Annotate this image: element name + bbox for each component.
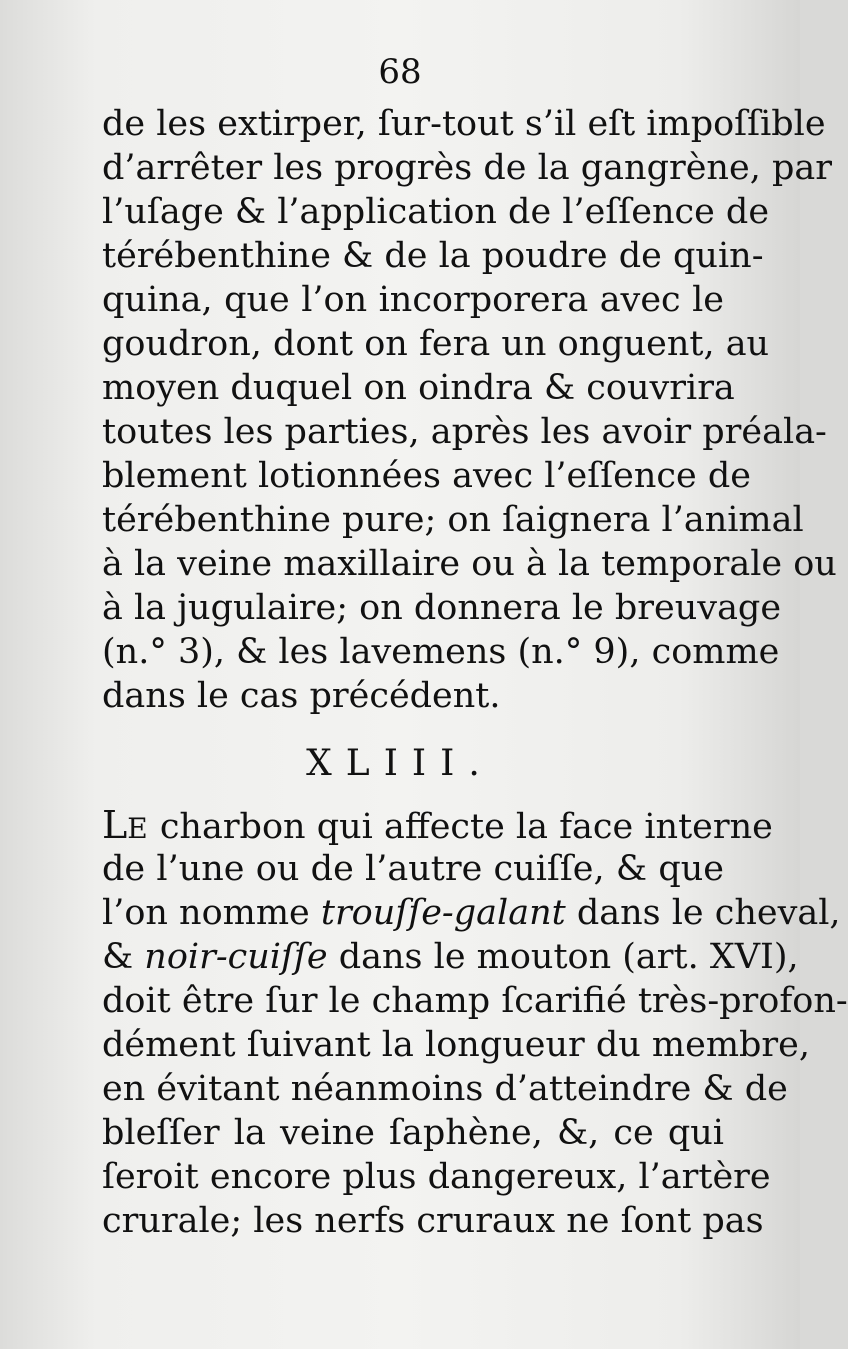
text-line: à la jugulaire; on donnera le breuvage: [102, 588, 782, 628]
text-line: dément ſuivant la longueur du membre,: [102, 1025, 810, 1065]
text-line: bleſſer la veine ſaphène, &, ce qui: [102, 1113, 724, 1153]
text-line: quina, que l’on incorporera avec le: [102, 280, 724, 320]
text-line: [102, 803, 773, 847]
line-text: l’on nomme: [102, 893, 321, 933]
text-line: de l’une ou de l’autre cuiſſe, & que: [102, 849, 724, 889]
line-text: dans le cheval,: [565, 893, 841, 933]
text-line: l’uſage & l’application de l’eſſence de: [102, 192, 770, 232]
text-line: dans le cas précédent.: [102, 676, 501, 716]
page-number: 68: [378, 52, 422, 92]
initial-capital: L: [102, 803, 128, 847]
line-text: &: [102, 937, 145, 977]
text-line: goudron, dont on fera un onguent, au: [102, 324, 770, 364]
text-line: doit être ſur le champ ſcarifié très-profon-: [102, 981, 848, 1021]
text-line: [102, 935, 799, 979]
small-caps-letter: E: [127, 812, 149, 845]
text-line: d’arrêter les progrès de la gangrène, par: [102, 148, 832, 188]
section-heading: XLIII.: [306, 743, 494, 784]
text-line: térébenthine & de la poudre de quin-: [102, 236, 764, 276]
text-line: toutes les parties, après les avoir préala-: [102, 412, 827, 452]
text-line: térébenthine pure; on ſaignera l’animal: [102, 500, 804, 540]
italic-term: trouſſe-galant: [320, 893, 566, 933]
text-line: de les extirper, ſur-tout s’il eſt impoſſible: [102, 104, 826, 144]
text-line: crurale; les nerfs cruraux ne ſont pas: [102, 1201, 764, 1241]
text-line: à la veine maxillaire ou à la temporale ou: [102, 544, 837, 584]
text-line: [102, 891, 841, 935]
text-line: (n.° 3), & les lavemens (n.° 9), comme: [102, 632, 780, 672]
line-text: charbon qui affecte la face interne: [148, 807, 773, 847]
line-text: dans le mouton (art. XVI),: [327, 937, 799, 977]
text-line: blement lotionnées avec l’eſſence de: [102, 456, 751, 496]
text-line: ſeroit encore plus dangereux, l’artère: [102, 1157, 771, 1197]
paragraph-2: [102, 803, 848, 1243]
text-line: moyen duquel on oindra & couvrira: [102, 368, 735, 408]
paragraph-1: [102, 102, 837, 718]
italic-term: noir-cuiſſe: [144, 937, 328, 977]
text-line: en évitant néanmoins d’atteindre & de: [102, 1069, 788, 1109]
